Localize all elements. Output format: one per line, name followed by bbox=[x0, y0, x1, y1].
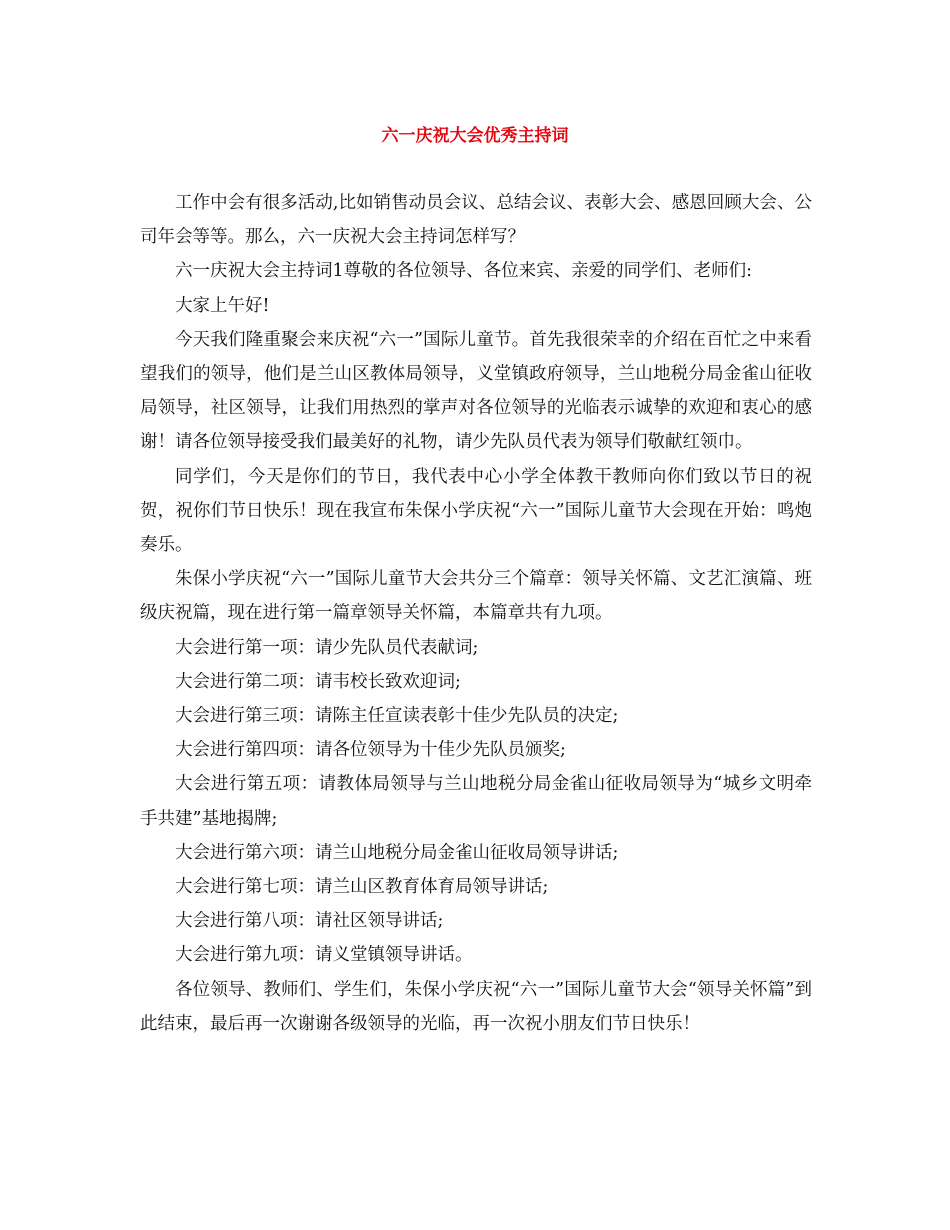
agenda-item-8: 大会进行第八项：请社区领导讲话; bbox=[175, 911, 444, 932]
document-title: 六一庆祝大会优秀主持词 bbox=[381, 126, 569, 146]
agenda-item-5: 大会进行第五项：请教体局领导与兰山地税分局金雀山征收局领导为“城乡文明牵手共建”基地揭牌; bbox=[140, 774, 812, 829]
document-body bbox=[140, 186, 812, 1041]
agenda-item-6: 大会进行第六项：请兰山地税分局金雀山征收局领导讲话; bbox=[175, 842, 619, 863]
agenda-item-3: 大会进行第三项：请陈主任宣读表彰十佳少先队员的决定; bbox=[175, 706, 619, 727]
paragraph-greeting-guests: 六一庆祝大会主持词1尊敬的各位领导、各位来宾、亲爱的同学们、老师们: bbox=[175, 261, 753, 282]
paragraph-closing: 各位领导、教师们、学生们，朱保小学庆祝“六一”国际儿童节大会“领导关怀篇”到此结束，最后再一次谢谢各级领导的光临，再一次祝小朋友们节日快乐！ bbox=[140, 979, 812, 1034]
paragraph-welcome-leaders: 今天我们隆重聚会来庆祝“六一”国际儿童节。首先我很荣幸的介绍在百忙之中来看望我们的领导，他们是兰山区教体局领导，义堂镇政府领导，兰山地税分局金雀山征收局领导，社区领导，让我们用热烈的掌声对各位领导的光临表示诚挚的欢迎和衷心的感谢！请各位领导接受我们最美好的礼物，请少先队员代表为领导们敬献红领巾。 bbox=[140, 329, 812, 453]
agenda-item-7: 大会进行第七项：请兰山区教育体育局领导讲话; bbox=[175, 877, 549, 898]
agenda-item-1: 大会进行第一项：请少先队员代表献词; bbox=[175, 637, 479, 658]
agenda-item-9: 大会进行第九项：请义堂镇领导讲话。 bbox=[175, 945, 473, 966]
agenda-item-2: 大会进行第二项：请韦校长致欢迎词; bbox=[175, 671, 461, 692]
paragraph-good-morning: 大家上午好! bbox=[175, 295, 270, 316]
paragraph-opening: 同学们，今天是你们的节日，我代表中心小学全体教干教师向你们致以节日的祝贺，祝你们节日快乐！现在我宣布朱保小学庆祝“六一”国际儿童节大会现在开始：鸣炮奏乐。 bbox=[140, 466, 812, 556]
agenda-item-4: 大会进行第四项：请各位领导为十佳少先队员颁奖; bbox=[175, 740, 566, 761]
paragraph-intro: 工作中会有很多活动,比如销售动员会议、总结会议、表彰大会、感恩回顾大会、公司年会等等。那么，六一庆祝大会主持词怎样写？ bbox=[140, 193, 812, 248]
paragraph-chapters: 朱保小学庆祝“六一”国际儿童节大会共分三个篇章：领导关怀篇、文艺汇演篇、班级庆祝篇，现在进行第一篇章领导关怀篇，本篇章共有九项。 bbox=[140, 569, 812, 624]
